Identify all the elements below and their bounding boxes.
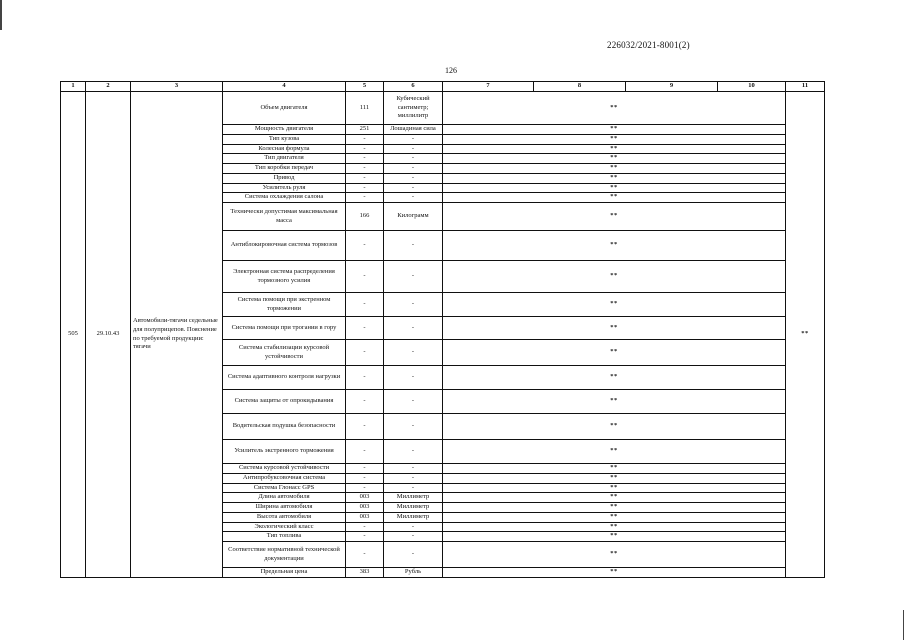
characteristic-requirement: ** — [443, 503, 786, 513]
characteristic-requirement: ** — [443, 134, 786, 144]
characteristic-unit: - — [384, 440, 443, 464]
characteristic-value: 003 — [346, 493, 384, 503]
characteristic-requirement: ** — [443, 440, 786, 464]
characteristic-name: Тип топлива — [223, 532, 346, 542]
characteristic-value: - — [346, 154, 384, 164]
characteristic-name: Мощность двигателя — [223, 125, 346, 135]
characteristic-unit: - — [384, 473, 443, 483]
characteristic-unit: Килограмм — [384, 203, 443, 231]
characteristic-requirement: ** — [443, 483, 786, 493]
column-number-5: 5 — [346, 82, 384, 92]
column-number-3: 3 — [131, 82, 223, 92]
characteristic-value: - — [346, 261, 384, 293]
characteristic-requirement: ** — [443, 390, 786, 414]
characteristic-value: - — [346, 532, 384, 542]
characteristic-unit: - — [384, 542, 443, 568]
characteristic-unit: - — [384, 390, 443, 414]
characteristic-unit: - — [384, 154, 443, 164]
characteristic-unit: Миллиметр — [384, 493, 443, 503]
column-number-10: 10 — [718, 82, 786, 92]
characteristic-requirement: ** — [443, 92, 786, 125]
scan-edge-mark — [0, 0, 2, 30]
characteristic-name: Экологический класс — [223, 522, 346, 532]
characteristic-unit: - — [384, 414, 443, 440]
characteristic-name: Электронная система распределения тормозного усилия — [223, 261, 346, 293]
characteristic-name: Усилитель руля — [223, 183, 346, 193]
characteristic-name: Объем двигателя — [223, 92, 346, 125]
characteristic-unit: Рубль — [384, 568, 443, 578]
characteristic-unit: - — [384, 366, 443, 390]
column-number-4: 4 — [223, 82, 346, 92]
row-number-cell: 505 — [61, 92, 86, 578]
characteristic-value: - — [346, 183, 384, 193]
characteristic-requirement: ** — [443, 144, 786, 154]
characteristic-requirement: ** — [443, 464, 786, 474]
characteristic-unit: - — [384, 173, 443, 183]
characteristic-name: Предельная цена — [223, 568, 346, 578]
characteristic-requirement: ** — [443, 193, 786, 203]
characteristic-requirement: ** — [443, 532, 786, 542]
characteristic-requirement: ** — [443, 493, 786, 503]
column-number-7: 7 — [443, 82, 534, 92]
okpd-code-cell: 29.10.43 — [86, 92, 131, 578]
characteristic-value: - — [346, 366, 384, 390]
characteristic-unit: Лошадиная сила — [384, 125, 443, 135]
characteristic-name: Привод — [223, 173, 346, 183]
characteristic-unit: - — [384, 183, 443, 193]
characteristic-value: - — [346, 464, 384, 474]
characteristic-name: Антипробуксовочная система — [223, 473, 346, 483]
characteristic-name: Система охлаждения салона — [223, 193, 346, 203]
characteristic-value: 383 — [346, 568, 384, 578]
characteristic-value: - — [346, 414, 384, 440]
characteristic-unit: Миллиметр — [384, 503, 443, 513]
document-number: 226032/2021-8001(2) — [607, 40, 690, 50]
specification-table — [60, 81, 825, 578]
characteristic-unit: - — [384, 164, 443, 174]
characteristic-unit: - — [384, 317, 443, 340]
characteristic-requirement: ** — [443, 473, 786, 483]
characteristic-name: Длина автомобиля — [223, 493, 346, 503]
column-number-6: 6 — [384, 82, 443, 92]
characteristic-requirement: ** — [443, 203, 786, 231]
product-description-cell: Автомобили-тягачи седельные для полуприцепов. Пояснение по требуемой продукции: тягачи — [131, 92, 223, 578]
characteristic-value: - — [346, 231, 384, 261]
characteristic-value: - — [346, 164, 384, 174]
characteristic-name: Технически допустимая максимальная масса — [223, 203, 346, 231]
characteristic-name: Система Глонасс GPS — [223, 483, 346, 493]
characteristic-unit: - — [384, 293, 443, 317]
table-row — [61, 92, 825, 125]
characteristic-requirement: ** — [443, 164, 786, 174]
characteristic-name: Высота автомобиля — [223, 512, 346, 522]
characteristic-unit: - — [384, 532, 443, 542]
characteristic-name: Ширина автомобиля — [223, 503, 346, 513]
characteristic-requirement: ** — [443, 568, 786, 578]
characteristic-unit: - — [384, 464, 443, 474]
characteristic-name: Система помощи при экстренном торможении — [223, 293, 346, 317]
characteristic-value: 003 — [346, 512, 384, 522]
characteristic-value: - — [346, 293, 384, 317]
characteristic-value: - — [346, 390, 384, 414]
characteristic-unit: - — [384, 134, 443, 144]
column-number-1: 1 — [61, 82, 86, 92]
characteristic-requirement: ** — [443, 154, 786, 164]
characteristic-unit: Миллиметр — [384, 512, 443, 522]
characteristic-value: - — [346, 473, 384, 483]
characteristic-name: Антиблокировочная система тормозов — [223, 231, 346, 261]
characteristic-value: - — [346, 144, 384, 154]
characteristic-value: 003 — [346, 503, 384, 513]
characteristic-unit: - — [384, 340, 443, 366]
characteristic-name: Система курсовой устойчивости — [223, 464, 346, 474]
characteristic-unit: - — [384, 231, 443, 261]
characteristic-name: Водительская подушка безопасности — [223, 414, 346, 440]
characteristic-value: - — [346, 134, 384, 144]
characteristic-unit: - — [384, 144, 443, 154]
characteristic-name: Система стабилизации курсовой устойчивости — [223, 340, 346, 366]
characteristic-value: - — [346, 440, 384, 464]
characteristic-requirement: ** — [443, 183, 786, 193]
characteristic-requirement: ** — [443, 317, 786, 340]
characteristic-name: Соответствие нормативной технической документации — [223, 542, 346, 568]
characteristic-value: 251 — [346, 125, 384, 135]
characteristic-value: - — [346, 522, 384, 532]
characteristic-unit: Кубический сантиметр; миллилитр — [384, 92, 443, 125]
column-11-cell: ** — [786, 92, 825, 578]
characteristic-requirement: ** — [443, 542, 786, 568]
characteristic-name: Тип двигателя — [223, 154, 346, 164]
characteristic-value: - — [346, 483, 384, 493]
characteristic-requirement: ** — [443, 522, 786, 532]
characteristic-requirement: ** — [443, 366, 786, 390]
characteristic-value: 166 — [346, 203, 384, 231]
characteristic-unit: - — [384, 193, 443, 203]
table-header-row — [61, 82, 825, 92]
characteristic-name: Система помощи при трогании в гору — [223, 317, 346, 340]
characteristic-name: Система адаптивного контроля нагрузки — [223, 366, 346, 390]
column-number-9: 9 — [626, 82, 718, 92]
characteristic-name: Система защиты от опрокидывания — [223, 390, 346, 414]
page-number: 126 — [445, 66, 457, 75]
scan-edge-mark — [903, 610, 904, 640]
characteristic-requirement: ** — [443, 293, 786, 317]
characteristic-name: Тип кузова — [223, 134, 346, 144]
characteristic-requirement: ** — [443, 261, 786, 293]
characteristic-requirement: ** — [443, 414, 786, 440]
characteristic-value: 111 — [346, 92, 384, 125]
characteristic-requirement: ** — [443, 125, 786, 135]
characteristic-value: - — [346, 340, 384, 366]
column-number-8: 8 — [534, 82, 626, 92]
column-number-11: 11 — [786, 82, 825, 92]
characteristic-name: Тип коробки передач — [223, 164, 346, 174]
characteristic-requirement: ** — [443, 231, 786, 261]
characteristic-requirement: ** — [443, 512, 786, 522]
characteristic-requirement: ** — [443, 340, 786, 366]
characteristic-value: - — [346, 317, 384, 340]
characteristic-name: Усилитель экстренного торможения — [223, 440, 346, 464]
column-number-2: 2 — [86, 82, 131, 92]
characteristic-value: - — [346, 173, 384, 183]
characteristic-unit: - — [384, 483, 443, 493]
characteristic-requirement: ** — [443, 173, 786, 183]
characteristic-name: Колесная формула — [223, 144, 346, 154]
characteristic-value: - — [346, 542, 384, 568]
characteristic-value: - — [346, 193, 384, 203]
characteristic-unit: - — [384, 522, 443, 532]
characteristic-unit: - — [384, 261, 443, 293]
